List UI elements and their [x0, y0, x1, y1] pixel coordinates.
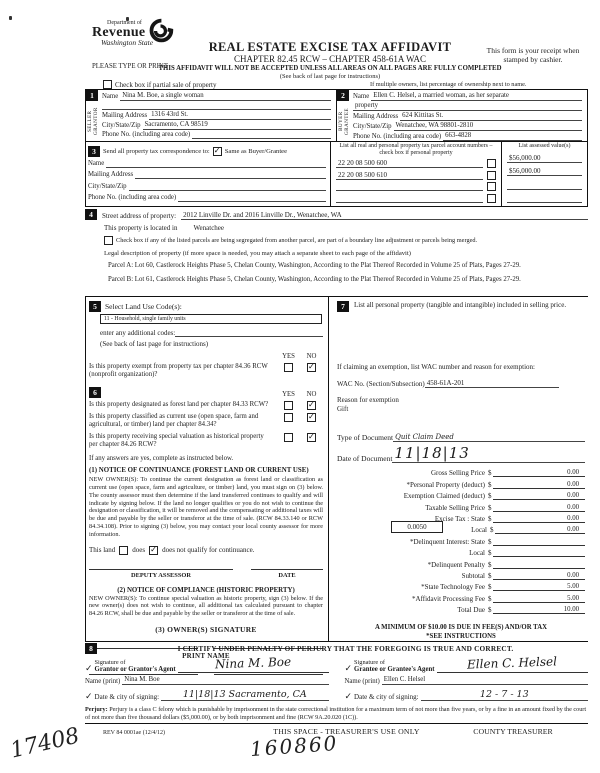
logo-revenue-text: Revenue — [92, 25, 146, 40]
same-as-buyer-label: Same as Buyer/Grantee — [224, 147, 288, 155]
fee-label: Total Due — [457, 606, 485, 615]
grantor-signature-block — [85, 656, 339, 701]
owners-signature-label: (3) OWNER(S) SIGNATURE — [155, 624, 257, 634]
grantee-date-label: Date & city of signing: — [354, 693, 419, 701]
land-use-code-select[interactable]: 11 - Household, single family units — [100, 314, 322, 324]
fee-amount-field[interactable]: 5.00 — [493, 595, 586, 603]
buyer-phone-label: Phone No. (including area code) — [353, 133, 442, 140]
fee-amount-field[interactable]: 0.00 — [493, 492, 586, 500]
dor-logo — [92, 20, 153, 47]
buyer-grantee-section — [336, 90, 587, 141]
treasurer-space-label: THIS SPACE - TREASURER'S USE ONLY — [273, 727, 420, 737]
grantee-agent-label: Grantee or Grantee's Agent — [354, 666, 435, 673]
if-yes-note: If any answers are yes, complete as instructed below. — [89, 455, 234, 463]
same-as-buyer-checkbox[interactable] — [213, 147, 222, 156]
correspondence-label: Send all property tax correspondence to: — [103, 147, 210, 155]
current-use-no-checkbox[interactable] — [307, 413, 316, 422]
corr-phone-label: Phone No. (including area code) — [88, 193, 177, 201]
dollar-sign: $ — [488, 583, 492, 592]
seller-grantor-section — [86, 90, 336, 141]
section-8-number: 8 — [85, 643, 97, 654]
notice-continuance-title: (1) NOTICE OF CONTINUANCE (FOREST LAND OR CURRENT USE) — [89, 467, 309, 475]
logo-state-text: Washington State — [101, 38, 154, 47]
street-address-field[interactable]: 2012 Linville Dr. and 2016 Linville Dr., Wenatchee, WA — [181, 211, 588, 220]
dollar-sign: $ — [488, 594, 492, 603]
does-not-label: does not qualify for continuance. — [162, 546, 255, 555]
parcel-a-description: Parcel A: Lot 60, Castlerock Heights Phase 5, Chelan County, Washington, According to the Plat Thereof Recorded in Volume 25 of Plats, Pages 27-29. — [108, 262, 521, 269]
section-1-number: 1 — [86, 90, 98, 101]
check-mark: ✓ — [85, 691, 93, 701]
see-instructions-note: *SEE INSTRUCTIONS — [426, 633, 496, 641]
doc-type-field[interactable] — [393, 432, 585, 442]
grantor-date-label: Date & city of signing: — [94, 693, 160, 701]
land-use-title: Select Land Use Code(s): — [105, 302, 182, 311]
wac-number-field[interactable]: 458-61A-201 — [425, 379, 559, 388]
perjury-lead: Perjury: — [85, 706, 108, 713]
minimum-fee-note: A MINIMUM OF $10.00 IS DUE IN FEE(S) AND/OR TAX — [374, 624, 548, 632]
personal-property-checkbox[interactable] — [487, 171, 496, 180]
grantee-print-label: Name (print) — [344, 678, 380, 685]
deputy-date-line[interactable] — [251, 568, 323, 570]
assessed-value-field[interactable] — [507, 181, 582, 190]
form-warning: THIS AFFIDAVIT WILL NOT BE ACCEPTED UNLESS ALL AREAS ON ALL PAGES ARE FULLY COMPLETED — [158, 65, 502, 72]
dollar-sign: $ — [488, 514, 492, 523]
land-does-checkbox[interactable] — [119, 546, 128, 555]
assessed-value-field[interactable] — [507, 194, 582, 203]
seller-name-label: Name — [102, 93, 119, 100]
dollar-sign: $ — [488, 560, 492, 569]
fee-table — [337, 466, 585, 614]
parcel-b-description: Parcel B: Lot 61, Castlerock Heights Phase 5, Chelan County, Washington, According to the Plat Thereof Recorded in Volume 25 of Plats, Pages 27-29. — [108, 275, 521, 283]
doc-date-label: Date of Document — [337, 454, 393, 463]
parcel-number-field[interactable] — [336, 182, 483, 191]
buyer-city-field[interactable]: Wenatchee, WA 98801-2810 — [394, 121, 582, 131]
seller-name-continuation-field[interactable] — [102, 101, 331, 110]
forest-no-checkbox[interactable] — [307, 401, 316, 410]
does-label: does — [132, 546, 146, 555]
personal-property-title: List all personal property (tangible and intangible) included in selling price. — [354, 301, 567, 309]
nonprofit-yes-checkbox[interactable] — [284, 363, 293, 372]
segregated-label: Check box if any of the listed parcels are being segregated from another parcel, are part of a boundary line adjustment or parcels being merged. — [116, 237, 478, 244]
forest-land-question: Is this property designated as forest land per chapter 84.33 RCW? — [89, 400, 269, 408]
county-treasurer-label: COUNTY TREASURER — [473, 727, 553, 737]
section-8-certification — [85, 641, 588, 736]
current-use-yes-checkbox[interactable] — [284, 413, 293, 422]
fee-amount-field[interactable] — [493, 556, 586, 557]
signature-of-label: Signature of — [354, 659, 385, 666]
tax-column — [329, 297, 588, 641]
certify-statement: I CERTIFY UNDER PENALTY OF PERJURY THAT THE FOREGOING IS TRUE AND CORRECT. — [177, 644, 514, 653]
perjury-notice — [85, 706, 588, 724]
fee-label: *Delinquent Interest: State — [409, 537, 485, 546]
local-rate-box: 0.0050 — [391, 521, 443, 533]
see-back-note: (See back of last page for instructions) — [279, 73, 381, 80]
fee-amount-field[interactable]: 0.00 — [493, 481, 586, 489]
corr-city-label: City/State/Zip — [88, 182, 127, 190]
parcel-number-field[interactable]: 22 20 08 500 610 — [336, 171, 483, 180]
assessed-value-field[interactable]: $56,000.00 — [507, 154, 582, 163]
fee-label: *State Technology Fee — [421, 583, 485, 592]
partial-sale-label: Check box if partial sale of property — [115, 80, 217, 89]
forest-yes-checkbox[interactable] — [284, 401, 293, 410]
logo-dept-text: Department of — [107, 20, 142, 26]
reason-exemption-label: Reason for exemption — [337, 396, 399, 404]
grantor-word: GRANTOR — [93, 107, 99, 135]
grantee-print-field[interactable]: Ellen C. Helsel — [382, 676, 588, 685]
seller-phone-field[interactable] — [192, 130, 331, 139]
section-6-number: 6 — [89, 387, 101, 398]
dollar-sign: $ — [488, 537, 492, 546]
corr-mailing-field[interactable] — [135, 170, 326, 179]
notice-continuance-body: NEW OWNER(S): To continue the current designation as forest land or classification as current use (open space, farm and agriculture, or timber) land, you must sign on (3) below. The county assessor must then determine if the land transferred continues to qualify and will indicate by signing below. If the land no longer qualifies or you do not wish to continue the designation or classification, it will be removed and the compensating or additional taxes will be due and payable by the seller or transferor at the time of sale. (RCW 84.33.140 or RCW 84.34.108). Prior to signing (3) below, you may contact your local county assessor for more information. — [89, 476, 323, 538]
section-3-number: 3 — [88, 146, 100, 157]
fee-label: *Personal Property (deduct) — [406, 480, 485, 489]
dollar-sign: $ — [488, 503, 492, 512]
nonprofit-exempt-question: Is this property exempt from property tax per chapter 84.36 RCW (nonprofit organization)? — [89, 363, 268, 379]
historic-yes-checkbox[interactable] — [284, 433, 293, 442]
seller-word: SELLER — [87, 110, 93, 132]
section-4-property — [85, 209, 588, 284]
grantor-signature: Nina M. Boe — [214, 654, 292, 672]
title-block — [150, 41, 510, 80]
buyer-mailing-field[interactable]: 624 Kittitas St. — [400, 111, 582, 121]
wac-number-label: WAC No. (Section/Subsection) — [337, 380, 425, 388]
fee-label: *Affidavit Processing Fee — [412, 594, 485, 603]
parcel-numbers-header: List all real and personal property tax parcel account numbers – check box if personal property — [339, 143, 493, 156]
corr-name-field[interactable] — [106, 159, 326, 168]
form-revision-number: REV 84 0001ae (12/4/12) — [103, 730, 166, 737]
fee-amount-field[interactable]: 5.00 — [493, 583, 586, 591]
scan-speck — [9, 16, 12, 20]
fee-label: *Delinquent Penalty — [427, 560, 485, 569]
located-in-label: This property is located in — [104, 224, 178, 232]
fee-amount-field[interactable] — [493, 568, 586, 569]
buyer-phone-field[interactable]: 663-4828 — [443, 131, 582, 141]
yes-column-header: YES — [282, 353, 295, 360]
fee-label: Local — [469, 549, 485, 558]
grantor-signature-line[interactable] — [178, 654, 329, 673]
legal-description-label: Legal description of property (if more space is needed, you may attach a separate sheet to each page of the affidavit) — [104, 250, 411, 257]
located-in-value[interactable]: Wenatchee — [193, 224, 225, 232]
fee-amount-field[interactable]: 0.00 — [495, 526, 586, 534]
nonprofit-no-checkbox[interactable] — [307, 363, 316, 372]
additional-codes-field[interactable] — [175, 328, 323, 337]
personal-property-checkbox[interactable] — [487, 182, 496, 191]
check-mark: ✓ — [85, 663, 93, 673]
deputy-assessor-signature-line[interactable] — [89, 568, 233, 570]
dor-swirl-icon — [147, 17, 174, 44]
buyer-grantee-side-label — [337, 102, 351, 140]
grantee-signature-line[interactable] — [437, 654, 588, 673]
deputy-date-label: DATE — [278, 571, 296, 579]
corr-name-label: Name — [88, 160, 105, 168]
fee-amount-field[interactable]: 0.00 — [493, 504, 586, 512]
grantee-word: GRANTEE — [344, 107, 350, 135]
land-does-not-checkbox[interactable] — [149, 546, 158, 555]
segregated-checkbox[interactable] — [104, 236, 113, 245]
seller-phone-label: Phone No. (including area code) — [102, 131, 191, 138]
partial-sale-checkbox[interactable] — [103, 80, 112, 89]
grantor-date-field[interactable]: 11|18|13 Sacramento, CA — [161, 689, 328, 701]
fee-label: Gross Selling Price — [430, 469, 485, 478]
no-column-header: NO — [306, 353, 317, 360]
grantee-signature: Ellen C. Helsel — [467, 654, 558, 672]
section-2-number: 2 — [337, 90, 349, 101]
seller-name-field[interactable]: Nina M. Boe, a single woman — [120, 91, 331, 101]
buyer-mailing-label: Mailing Address — [353, 113, 399, 120]
seller-mailing-field[interactable]: 1316 43rd St. — [149, 110, 331, 120]
perjury-text: Perjury is a class C felony which is punishable by imprisonment in the state correctional institution for a maximum term of not more than five years, or by a fine in an amount fixed by the court of not more than five thousand dollars ($5,000.00), or by both imprisonment and fine (RCW 9A.20.020 (1C)). — [85, 706, 587, 721]
multiple-owners-note: If multiple owners, list percentage of ownership next to name. — [370, 81, 527, 88]
please-type-note: PLEASE TYPE OR PRINT — [92, 63, 168, 70]
see-back-instructions: (See back of last page for instructions) — [100, 340, 209, 348]
section-3-correspondence — [85, 142, 588, 207]
land-use-column — [85, 297, 329, 660]
fee-amount-field[interactable]: 0.00 — [493, 469, 586, 477]
historic-property-question: Is this property receiving special valuation as historical property per chapter 84.26 RCW? — [89, 432, 264, 448]
dollar-sign: $ — [488, 549, 492, 558]
parcel-number-field[interactable] — [336, 194, 483, 203]
fee-label: Subtotal — [461, 571, 485, 580]
seller-city-field[interactable]: Sacramento, CA 98519 — [143, 120, 331, 130]
handwritten-number-left: 17408 — [8, 723, 82, 764]
fee-label: Taxable Selling Price — [425, 503, 485, 512]
reason-exemption-value[interactable]: Gift — [337, 405, 349, 413]
no-column-header: NO — [306, 390, 317, 398]
dollar-sign: $ — [488, 606, 492, 615]
section-5-number: 5 — [89, 301, 101, 312]
check-mark: ✓ — [344, 663, 353, 673]
seller-city-label: City/State/Zip — [102, 122, 141, 129]
corr-mailing-label: Mailing Address — [88, 171, 134, 179]
notice-compliance-title: (2) NOTICE OF COMPLIANCE (HISTORIC PROPERTY) — [117, 586, 295, 594]
grantor-print-label: Name (print) — [85, 678, 121, 685]
buyer-name-field[interactable]: Ellen C. Helsel, a married woman, as her separate — [371, 91, 582, 101]
parties-box — [85, 89, 588, 142]
grantee-signature-block — [339, 656, 589, 701]
buyer-word: BUYER — [338, 111, 344, 131]
street-address-label: Street address of property: — [102, 212, 177, 220]
yes-column-header: YES — [282, 390, 295, 398]
assessed-value-field[interactable]: $56,000.00 — [507, 167, 582, 176]
print-name-label: PRINT NAME — [182, 651, 230, 660]
grantor-print-field[interactable]: Nina M. Boe — [122, 676, 328, 685]
corr-city-field[interactable] — [129, 182, 326, 191]
dollar-sign: $ — [490, 526, 494, 535]
doc-type-label: Type of Document — [337, 433, 394, 442]
form-subtitle: CHAPTER 82.45 RCW – CHAPTER 458-61A WAC — [234, 54, 426, 64]
doc-type-value: Quit Claim Deed — [395, 433, 454, 441]
buyer-name-continuation-field[interactable]: property — [353, 101, 582, 111]
section-4-number: 4 — [85, 209, 97, 220]
buyer-name-label: Name — [353, 93, 370, 100]
fee-amount-field[interactable]: 0.00 — [493, 515, 586, 523]
this-land-label: This land — [89, 546, 116, 555]
additional-codes-label: enter any additional codes: — [100, 329, 176, 337]
fee-amount-field[interactable] — [493, 545, 586, 546]
partial-sale-row — [103, 80, 216, 89]
seller-mailing-label: Mailing Address — [102, 112, 148, 119]
form-title: REAL ESTATE EXCISE TAX AFFIDAVIT — [208, 40, 452, 54]
seller-grantor-side-label — [86, 102, 100, 140]
personal-property-checkbox[interactable] — [487, 159, 496, 168]
corr-phone-field[interactable] — [178, 193, 326, 202]
check-mark: ✓ — [344, 691, 353, 701]
doc-date-field[interactable] — [392, 444, 585, 463]
grantee-date-field[interactable]: 12 - 7 - 13 — [421, 689, 588, 701]
exemption-intro: If claiming an exemption, list WAC number and reason for exemption: — [337, 363, 535, 371]
fee-label: Exemption Claimed (deduct) — [403, 492, 485, 501]
signature-of-label: Signature of — [94, 659, 126, 666]
fee-label: Local — [471, 526, 487, 535]
section-7-number: 7 — [337, 301, 349, 312]
dollar-sign: $ — [488, 492, 492, 501]
parcel-number-field[interactable]: 22 20 08 500 600 — [336, 159, 483, 168]
current-use-question: Is this property classified as current use (open space, farm and agricultural, or timber) land per chapter 84.34? — [89, 412, 259, 429]
notice-compliance-body: NEW OWNER(S): To continue special valuation as historic property, sign (3) below. If the new owner(s) does not wish to continue, all additional tax calculated pursuant to chapter 84.26 RCW, shall be due and payable by the seller or transferor at the time of sale. — [89, 594, 323, 618]
doc-date-value: 11|18|13 — [394, 444, 470, 462]
fee-label: Excise Tax : State — [434, 514, 485, 523]
receipt-note: This form is your receipt when stamped by cashier. — [486, 46, 580, 64]
fee-amount-field[interactable]: 0.00 — [493, 572, 586, 580]
handwritten-number-center: 160860 — [249, 730, 340, 762]
deputy-assessor-label: DEPUTY ASSESSOR — [131, 571, 191, 579]
historic-no-checkbox[interactable] — [307, 433, 316, 442]
assessed-value-header: List assessed value(s) — [518, 143, 571, 149]
dollar-sign: $ — [488, 571, 492, 580]
fee-amount-field[interactable]: 10.00 — [493, 606, 586, 614]
buyer-city-label: City/State/Zip — [353, 123, 392, 130]
grantor-agent-label: Grantor or Grantor's Agent — [94, 666, 176, 673]
dollar-sign: $ — [488, 469, 492, 478]
dollar-sign: $ — [488, 480, 492, 489]
personal-property-checkbox[interactable] — [487, 194, 496, 203]
